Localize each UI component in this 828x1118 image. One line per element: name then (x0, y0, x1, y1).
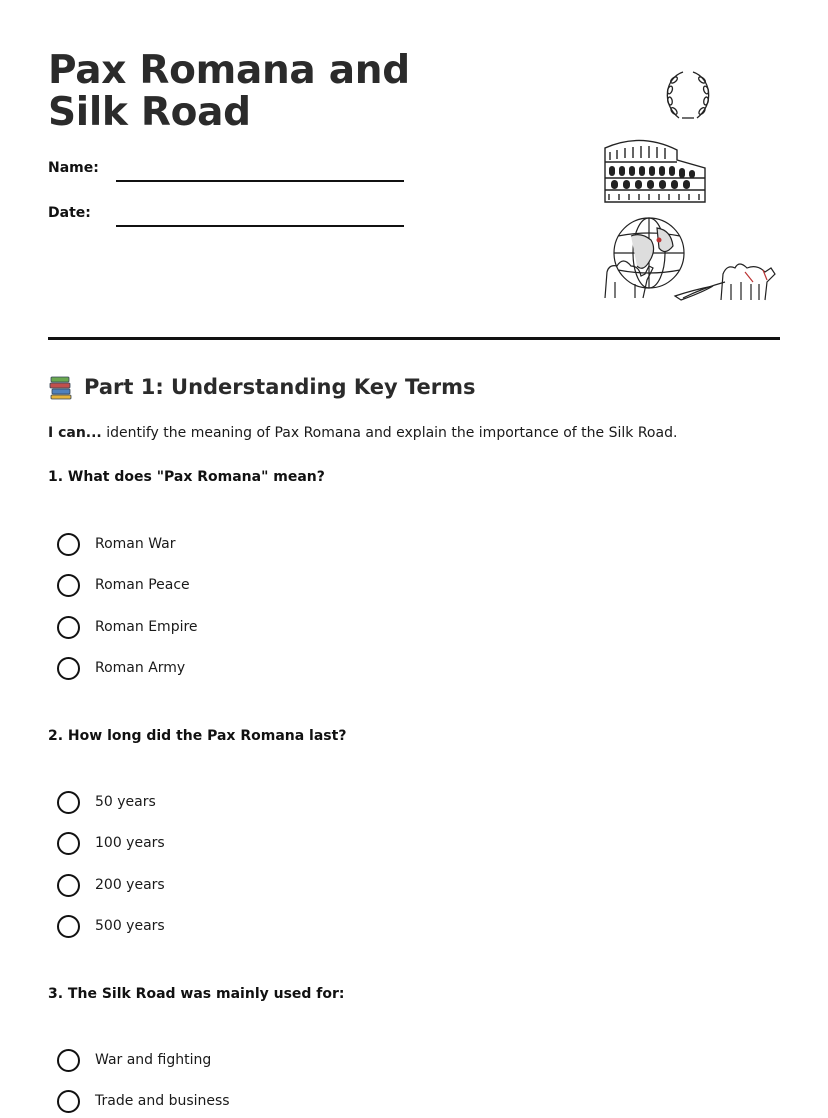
option-label: 100 years (95, 835, 165, 851)
q1-option-a[interactable] (57, 532, 176, 556)
date-field (48, 205, 91, 221)
option-label: Roman Army (95, 660, 186, 676)
question-3: 3. The Silk Road was mainly used for: (48, 986, 345, 1002)
radio-button[interactable] (57, 874, 80, 897)
laurel-wreath-icon (667, 72, 710, 118)
radio-button[interactable] (57, 791, 80, 814)
radio-button[interactable] (57, 1049, 80, 1072)
date-line[interactable] (116, 225, 404, 227)
radio-button[interactable] (57, 915, 80, 938)
worksheet-header (48, 0, 780, 340)
worksheet-title: Pax Romana and Silk Road (48, 48, 410, 135)
colosseum-icon (605, 140, 705, 202)
q3-option-a[interactable] (57, 1048, 211, 1072)
date-label: Date: (48, 205, 91, 221)
books-icon (48, 374, 74, 400)
question-2: 2. How long did the Pax Romana last? (48, 728, 347, 744)
radio-button[interactable] (57, 574, 80, 597)
option-label: War and fighting (95, 1052, 212, 1068)
radio-button[interactable] (57, 657, 80, 680)
radio-button[interactable] (57, 1090, 80, 1113)
option-label: Trade and business (95, 1093, 230, 1109)
question-1: 1. What does "Pax Romana" mean? (48, 469, 325, 485)
q1-option-c[interactable] (57, 615, 198, 639)
q1-option-b[interactable] (57, 573, 190, 597)
name-label: Name: (48, 160, 99, 176)
radio-button[interactable] (57, 533, 80, 556)
option-label: 200 years (95, 877, 165, 893)
header-divider (48, 337, 780, 340)
name-line[interactable] (116, 180, 404, 182)
header-illustration (553, 60, 783, 310)
part1-title: Part 1: Understanding Key Terms (84, 375, 476, 399)
q2-option-c[interactable] (57, 873, 165, 897)
part1-heading (48, 374, 476, 400)
learning-objective (48, 425, 677, 441)
ican-text: identify the meaning of Pax Romana and explain the importance of the Silk Road. (101, 425, 678, 441)
q2-option-b[interactable] (57, 831, 165, 855)
radio-button[interactable] (57, 616, 80, 639)
ican-lead: I can... (48, 425, 102, 441)
q3-option-b[interactable] (57, 1089, 230, 1113)
globe-icon (614, 218, 684, 288)
q2-option-a[interactable] (57, 790, 156, 814)
option-label: 50 years (95, 794, 156, 810)
option-label: Roman War (95, 536, 176, 552)
camel-caravan-icon (605, 261, 775, 300)
q2-option-d[interactable] (57, 914, 165, 938)
name-field (48, 160, 99, 176)
option-label: Roman Empire (95, 619, 198, 635)
option-label: 500 years (95, 918, 165, 934)
option-label: Roman Peace (95, 577, 190, 593)
q1-option-d[interactable] (57, 656, 185, 680)
radio-button[interactable] (57, 832, 80, 855)
